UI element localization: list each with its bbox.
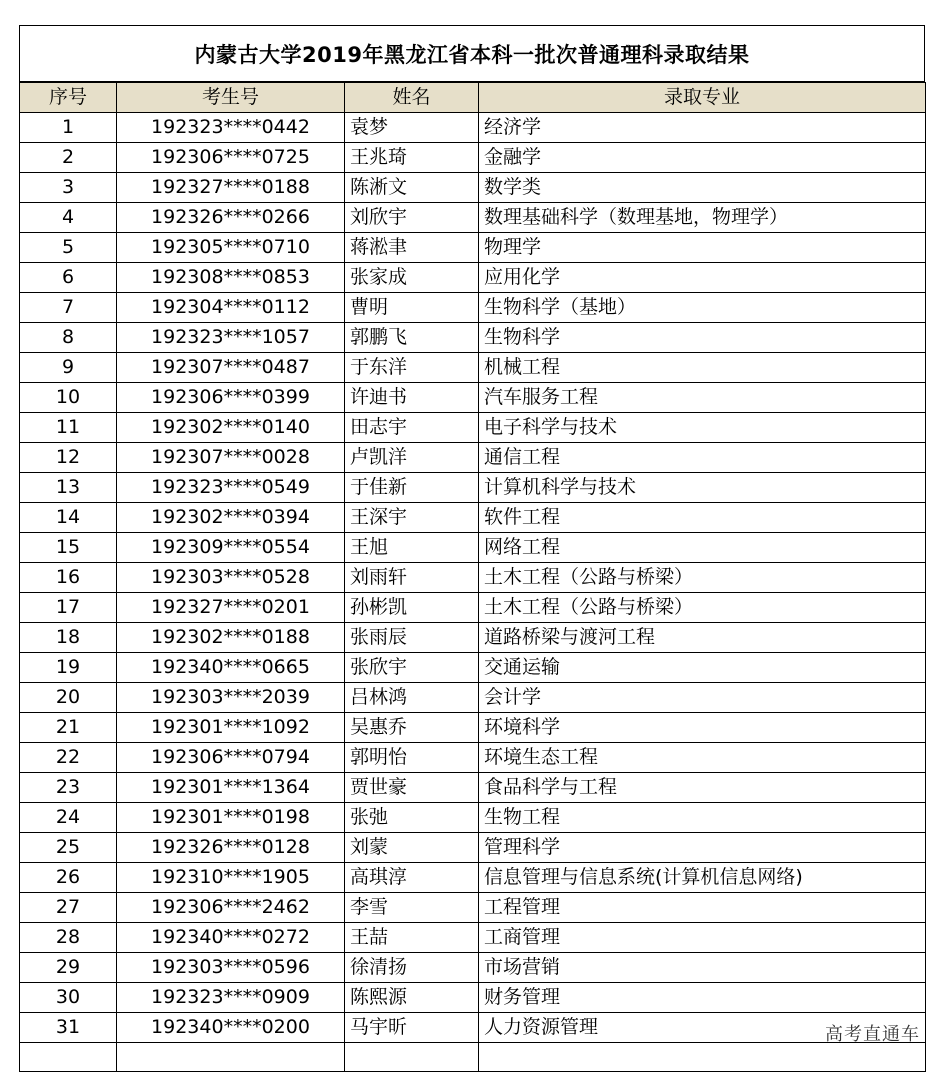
cell-major: 人力资源管理 — [479, 1013, 926, 1043]
cell-exam-id: 192323****1057 — [117, 323, 345, 353]
cell-seq: 29 — [20, 953, 117, 983]
table-row — [20, 863, 926, 893]
cell-exam-id: 192301****1092 — [117, 713, 345, 743]
header-seq: 序号 — [20, 83, 117, 113]
cell-major: 应用化学 — [479, 263, 926, 293]
cell-seq: 20 — [20, 683, 117, 713]
table-row — [20, 443, 926, 473]
cell-major: 生物科学（基地） — [479, 293, 926, 323]
cell-name: 郭明怡 — [345, 743, 479, 773]
table-row — [20, 113, 926, 143]
cell-seq: 13 — [20, 473, 117, 503]
cell-major: 土木工程（公路与桥梁） — [479, 563, 926, 593]
cell-seq: 31 — [20, 1013, 117, 1043]
cell-major: 交通运输 — [479, 653, 926, 683]
table-row — [20, 503, 926, 533]
cell-major: 生物工程 — [479, 803, 926, 833]
cell-seq: 28 — [20, 923, 117, 953]
table-row — [20, 353, 926, 383]
cell-exam-id: 192304****0112 — [117, 293, 345, 323]
cell-seq: 17 — [20, 593, 117, 623]
empty-cell — [20, 1043, 117, 1072]
cell-name: 曹明 — [345, 293, 479, 323]
cell-major: 环境科学 — [479, 713, 926, 743]
cell-exam-id: 192301****0198 — [117, 803, 345, 833]
cell-exam-id: 192306****0399 — [117, 383, 345, 413]
admission-table — [19, 82, 926, 1072]
cell-major: 金融学 — [479, 143, 926, 173]
table-row — [20, 773, 926, 803]
table-row — [20, 593, 926, 623]
cell-name: 刘蒙 — [345, 833, 479, 863]
cell-seq: 12 — [20, 443, 117, 473]
table-row — [20, 623, 926, 653]
cell-exam-id: 192303****0528 — [117, 563, 345, 593]
cell-name: 陈淅文 — [345, 173, 479, 203]
table-row — [20, 803, 926, 833]
table-row — [20, 173, 926, 203]
table-row — [20, 323, 926, 353]
cell-name: 许迪书 — [345, 383, 479, 413]
cell-name: 张弛 — [345, 803, 479, 833]
table-row — [20, 533, 926, 563]
cell-name: 刘欣宇 — [345, 203, 479, 233]
table-row — [20, 953, 926, 983]
cell-name: 王深宇 — [345, 503, 479, 533]
cell-exam-id: 192323****0442 — [117, 113, 345, 143]
cell-seq: 21 — [20, 713, 117, 743]
empty-cell — [117, 1043, 345, 1072]
cell-major: 机械工程 — [479, 353, 926, 383]
cell-major: 财务管理 — [479, 983, 926, 1013]
cell-name: 陈熙源 — [345, 983, 479, 1013]
cell-major: 市场营销 — [479, 953, 926, 983]
cell-major: 通信工程 — [479, 443, 926, 473]
empty-cell — [345, 1043, 479, 1072]
cell-major: 网络工程 — [479, 533, 926, 563]
cell-seq: 14 — [20, 503, 117, 533]
table-row — [20, 1013, 926, 1043]
cell-major: 管理科学 — [479, 833, 926, 863]
table-row — [20, 203, 926, 233]
cell-major: 软件工程 — [479, 503, 926, 533]
cell-name: 于东洋 — [345, 353, 479, 383]
cell-seq: 4 — [20, 203, 117, 233]
table-row — [20, 983, 926, 1013]
table-row — [20, 263, 926, 293]
cell-exam-id: 192302****0140 — [117, 413, 345, 443]
cell-name: 王喆 — [345, 923, 479, 953]
cell-exam-id: 192305****0710 — [117, 233, 345, 263]
cell-exam-id: 192306****0794 — [117, 743, 345, 773]
cell-major: 计算机科学与技术 — [479, 473, 926, 503]
table-row — [20, 413, 926, 443]
cell-name: 马宇昕 — [345, 1013, 479, 1043]
cell-name: 田志宇 — [345, 413, 479, 443]
cell-exam-id: 192303****2039 — [117, 683, 345, 713]
cell-seq: 5 — [20, 233, 117, 263]
cell-exam-id: 192302****0394 — [117, 503, 345, 533]
cell-major: 土木工程（公路与桥梁） — [479, 593, 926, 623]
cell-major: 数学类 — [479, 173, 926, 203]
table-row — [20, 473, 926, 503]
cell-exam-id: 192326****0128 — [117, 833, 345, 863]
cell-exam-id: 192327****0201 — [117, 593, 345, 623]
cell-seq: 2 — [20, 143, 117, 173]
table-row — [20, 833, 926, 863]
cell-major: 会计学 — [479, 683, 926, 713]
table-row — [20, 743, 926, 773]
cell-seq: 23 — [20, 773, 117, 803]
cell-name: 高琪淳 — [345, 863, 479, 893]
cell-seq: 3 — [20, 173, 117, 203]
cell-exam-id: 192306****2462 — [117, 893, 345, 923]
cell-exam-id: 192340****0272 — [117, 923, 345, 953]
cell-exam-id: 192303****0596 — [117, 953, 345, 983]
header-exam-id: 考生号 — [117, 83, 345, 113]
cell-name: 于佳新 — [345, 473, 479, 503]
cell-name: 刘雨轩 — [345, 563, 479, 593]
cell-name: 卢凯洋 — [345, 443, 479, 473]
cell-name: 蒋淞聿 — [345, 233, 479, 263]
cell-name: 袁梦 — [345, 113, 479, 143]
table-row — [20, 143, 926, 173]
cell-exam-id: 192323****0909 — [117, 983, 345, 1013]
cell-name: 李雪 — [345, 893, 479, 923]
cell-name: 张家成 — [345, 263, 479, 293]
cell-exam-id: 192307****0028 — [117, 443, 345, 473]
cell-exam-id: 192301****1364 — [117, 773, 345, 803]
cell-exam-id: 192309****0554 — [117, 533, 345, 563]
cell-seq: 16 — [20, 563, 117, 593]
table-row — [20, 683, 926, 713]
cell-name: 张雨辰 — [345, 623, 479, 653]
cell-major: 生物科学 — [479, 323, 926, 353]
table-row — [20, 653, 926, 683]
cell-seq: 10 — [20, 383, 117, 413]
cell-exam-id: 192307****0487 — [117, 353, 345, 383]
cell-seq: 9 — [20, 353, 117, 383]
cell-seq: 8 — [20, 323, 117, 353]
sheet-title: 内蒙古大学2019年黑龙江省本科一批次普通理科录取结果 — [19, 25, 925, 82]
cell-exam-id: 192308****0853 — [117, 263, 345, 293]
cell-exam-id: 192306****0725 — [117, 143, 345, 173]
table-row — [20, 923, 926, 953]
cell-major: 食品科学与工程 — [479, 773, 926, 803]
cell-seq: 27 — [20, 893, 117, 923]
cell-seq: 30 — [20, 983, 117, 1013]
watermark: 高考直通车 — [825, 1024, 920, 1045]
table-body — [20, 113, 926, 1072]
cell-name: 贾世豪 — [345, 773, 479, 803]
cell-exam-id: 192326****0266 — [117, 203, 345, 233]
empty-cell — [479, 1043, 926, 1072]
header-name: 姓名 — [345, 83, 479, 113]
cell-seq: 18 — [20, 623, 117, 653]
header-major: 录取专业 — [479, 83, 926, 113]
cell-seq: 26 — [20, 863, 117, 893]
cell-seq: 1 — [20, 113, 117, 143]
cell-seq: 15 — [20, 533, 117, 563]
cell-seq: 19 — [20, 653, 117, 683]
cell-seq: 11 — [20, 413, 117, 443]
table-header-row — [20, 83, 926, 113]
table-row — [20, 233, 926, 263]
cell-major: 工商管理 — [479, 923, 926, 953]
cell-seq: 24 — [20, 803, 117, 833]
cell-name: 吴惠乔 — [345, 713, 479, 743]
cell-major: 环境生态工程 — [479, 743, 926, 773]
table-row — [20, 893, 926, 923]
cell-name: 张欣宇 — [345, 653, 479, 683]
cell-exam-id: 192340****0665 — [117, 653, 345, 683]
cell-name: 孙彬凯 — [345, 593, 479, 623]
table-row — [20, 293, 926, 323]
cell-major: 道路桥梁与渡河工程 — [479, 623, 926, 653]
cell-major: 信息管理与信息系统(计算机信息网络) — [479, 863, 926, 893]
cell-exam-id: 192323****0549 — [117, 473, 345, 503]
cell-name: 徐清扬 — [345, 953, 479, 983]
cell-name: 王兆琦 — [345, 143, 479, 173]
cell-exam-id: 192340****0200 — [117, 1013, 345, 1043]
cell-major: 工程管理 — [479, 893, 926, 923]
cell-major: 经济学 — [479, 113, 926, 143]
empty-row — [20, 1043, 926, 1072]
cell-exam-id: 192310****1905 — [117, 863, 345, 893]
cell-name: 吕林鸿 — [345, 683, 479, 713]
cell-name: 郭鹏飞 — [345, 323, 479, 353]
cell-seq: 22 — [20, 743, 117, 773]
cell-major: 数理基础科学（数理基地，物理学） — [479, 203, 926, 233]
cell-seq: 25 — [20, 833, 117, 863]
cell-major: 汽车服务工程 — [479, 383, 926, 413]
table-row — [20, 563, 926, 593]
table-row — [20, 713, 926, 743]
cell-major: 电子科学与技术 — [479, 413, 926, 443]
spreadsheet — [19, 25, 925, 1072]
cell-exam-id: 192302****0188 — [117, 623, 345, 653]
cell-seq: 6 — [20, 263, 117, 293]
table-row — [20, 383, 926, 413]
cell-name: 王旭 — [345, 533, 479, 563]
cell-exam-id: 192327****0188 — [117, 173, 345, 203]
cell-major: 物理学 — [479, 233, 926, 263]
cell-seq: 7 — [20, 293, 117, 323]
